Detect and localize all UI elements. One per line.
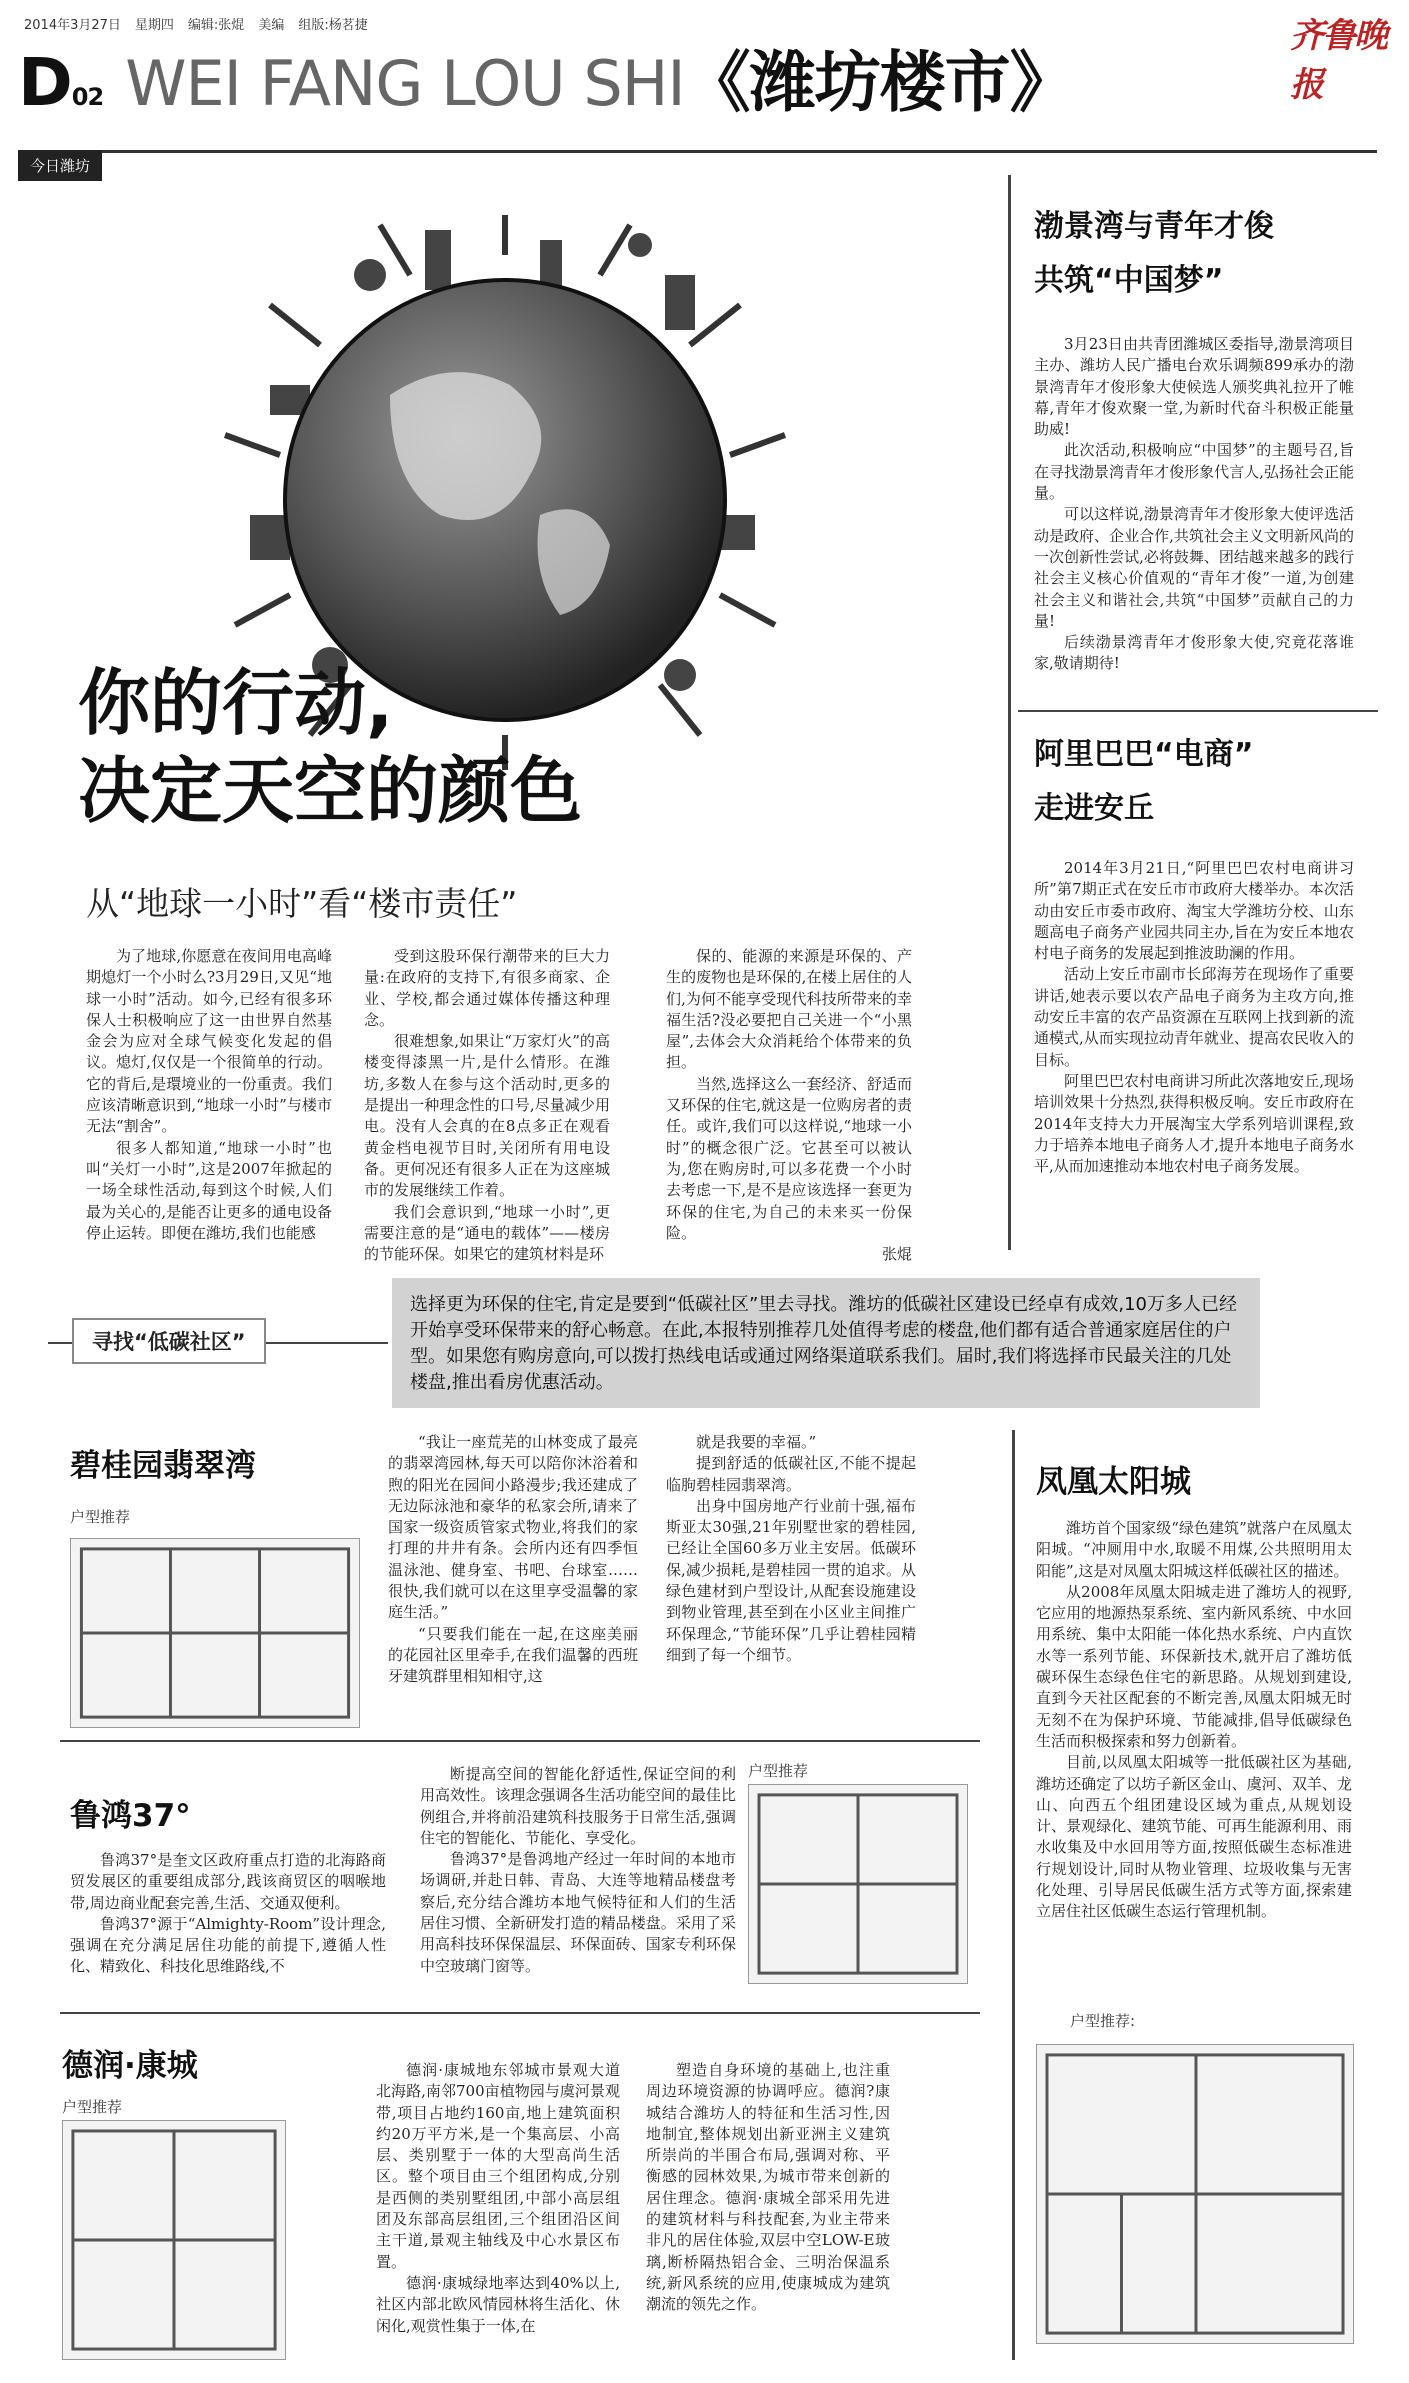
newspaper-logo: 齐鲁晚报 <box>1290 16 1386 105</box>
masthead <box>18 44 1075 121</box>
issue-date: 2014年3月27日 <box>24 18 121 33</box>
fh-floor-plan <box>1036 2044 1354 2344</box>
paragraph: “只要我们能在一起,在这座美丽的花园社区里牵手,在我们温馨的西班牙建筑群里相知相守,这 <box>388 1624 638 1686</box>
bgy-title: 碧桂园翡翠湾 <box>70 1448 256 1484</box>
bgy-col1 <box>388 1432 638 1688</box>
paragraph: 3月23日由共青团潍城区委指导,渤景湾项目主办、潍坊人民广播电台欢乐调频899承办的渤景湾青年才俊形象大使候选人颁奖典礼拉开了帷幕,青年才俊欢聚一堂,为新时代奋斗积极正能量助威! <box>1034 335 1354 439</box>
masthead-pinyin: WEI FANG LOU SHI <box>125 47 685 120</box>
paragraph: 此次活动,积极响应“中国梦”的主题号召,旨在寻找渤景湾青年才俊形象代言人,弘扬社会正能量。 <box>1034 441 1354 503</box>
art-credit: 美编 <box>258 18 285 33</box>
dr-title: 德润·康城 <box>62 2048 198 2084</box>
fh-title: 凤凰太阳城 <box>1036 1464 1191 1500</box>
masthead-rule <box>18 150 1377 153</box>
main-subtitle: 从“地球一小时”看“楼市责任” <box>86 884 518 923</box>
proof-credit: 组版:杨茗捷 <box>298 18 368 33</box>
paragraph: 就是我要的幸福。” <box>696 1433 817 1451</box>
section-divider <box>60 1740 980 1742</box>
fh-plan-label: 户型推荐: <box>1070 2012 1136 2030</box>
editor-credit: 编辑:张焜 <box>187 18 245 33</box>
lh-floor-plan <box>748 1784 968 1984</box>
dr-plan-label: 户型推荐 <box>62 2098 123 2116</box>
page-letter: D <box>18 44 72 121</box>
paragraph: 后续渤景湾青年才俊形象大使,究竟花落谁家,敬请期待! <box>1034 633 1354 673</box>
paragraph: 为了地球,你愿意在夜间用电高峰期熄灯一个小时么?3月29日,又见“地球一小时”活动。如今,已经有很多环保人士积极响应了这一由世界自然基金会为应对全球气候变化发起的倡议。熄灯,仅仅是一个很简单的行动。它的背后,是環境业的一份重责。我们应该清晰意识到,“地球一小时”与楼市无法“割舍”。 <box>86 947 332 1136</box>
paragraph: 当然,选择这么一套经济、舒适而又环保的住宅,就这是一位购房者的责任。或许,我们可以这样说,“地球一小时”的概念很广泛。它甚至可以被认为,您在购房时,可以多花费一个小时去考虑一下,是不是应该选择一套更为环保的住宅,为自己的未来买一份保险。 <box>666 1074 912 1242</box>
lh-plan-label: 户型推荐 <box>748 1762 809 1780</box>
main-article-col2 <box>364 946 610 1265</box>
side-article-bojingwan <box>1034 200 1354 675</box>
weekday: 星期四 <box>134 18 174 33</box>
paragraph: 阿里巴巴农村电商讲习所此次落地安丘,现场培训效果十分热烈,获得积极反响。安丘市政府在2014年支持大力开展淘宝大学系列培训课程,致力于培养本地电子商务人才,提升本地电子商务水平,从而加速推动本地农村电子商务发展。 <box>1034 1071 1354 1176</box>
dr-col2 <box>646 2060 890 2316</box>
headline-line-2: 决定天空的颜色 <box>78 748 583 833</box>
paragraph: “我让一座荒芜的山林变成了最亮的翡翠湾园林,每天可以陪你沐浴着和煦的阳光在园间小路漫步;我还建成了无边际泳池和豪华的私家会所,请来了国家一级资质管家式物业,将我们的家打理的井井有条。会所内还有四季恒温泳池、健身室、书吧、台球室……很快,我们就可以在这里享受温馨的家庭生活。” <box>388 1433 638 1622</box>
paragraph: 断提高空间的智能化舒适性,保证空间的利用高效性。该理念强调各生活功能空间的最佳比例组合,并将前沿建筑科技服务于日常生活,强调住宅的智能化、节能化、享受化。 <box>420 1765 736 1847</box>
paragraph: 鲁鸿37°是奎文区政府重点打造的北海路商贸发展区的重要组成部分,践该商贸区的咽喉地带,周边商业配套完善,生活、交通双便利。 <box>70 1851 386 1912</box>
lh-title: 鲁鸿37° <box>70 1798 191 1834</box>
lh-col2 <box>420 1764 736 1977</box>
paragraph: 德润·康城地东邻城市景观大道北海路,南邻700亩植物园与虞河景观带,项目占地约160亩,地上建筑面积约20万平方米,是一个集高层、小高层、类别墅于一体的大型高尚生活区。整个项目由三个组团构成,分别是西侧的类别墅组团,中部小高层组团及东部高层组团,三个组团沿区间主干道,景观主轴线及中心水景区布置。 <box>376 2061 620 2271</box>
lowcarbon-tag: 寻找“低碳社区” <box>72 1318 266 1364</box>
masthead-title: 《潍坊楼市》 <box>684 44 1075 121</box>
side-title-line-2: 共筑“中国梦” <box>1034 263 1224 298</box>
side-title-line-1: 渤景湾与青年才俊 <box>1034 209 1274 244</box>
paragraph: 受到这股环保行潮带来的巨大力量:在政府的支持下,有很多商家、企业、学校,都会通过媒体传播这种理念。 <box>364 947 610 1029</box>
side-title-line-1: 阿里巴巴“电商” <box>1034 737 1254 772</box>
paragraph: 可以这样说,渤景湾青年才俊形象大使评选活动是政府、企业合作,共筑社会主义文明新风尚的一次创新性尝试,必将鼓舞、团结越来越多的践行社会主义核心价值观的“青年才俊”一道,为创建社会主义和谐社会,共筑“中国梦”贡献自己的力量! <box>1034 505 1354 630</box>
bgy-plan-label: 户型推荐 <box>70 1508 131 1526</box>
paragraph: 活动上安丘市副市长邱海芳在现场作了重要讲话,她表示要以农产品电子商务为主攻方向,推动安丘丰富的农产品资源在互联网上找到新的流通模式,从而实现拉动青年就业、提高农民收入的目标。 <box>1034 965 1354 1069</box>
dr-floor-plan <box>62 2120 286 2360</box>
paragraph: 出身中国房地产行业前十强,福布斯亚太30强,21年别墅世家的碧桂园,已经让全国60多万业主安居。低碳环保,减少损耗,是碧桂园一贯的追求。从绿色建材到户型设计,从配套设施建设到物业管理,甚至到在小区业主间推广环保理念,“节能环保”几乎让碧桂园精细到了每一个细节。 <box>666 1496 916 1664</box>
main-article-col3 <box>666 946 912 1265</box>
paragraph: 从2008年凤凰太阳城走进了潍坊人的视野,它应用的地源热泵系统、室内新风系统、中水回用系统、集中太阳能一体化热水系统、户内直饮水等一系列节能、环保新技术,就开启了潍坊低碳环保生态绿色住宅的新思路。从规划到建设,直到今天社区配套的不断完善,凤凰太阳城无时无刻不在为保护环境、节能减排,倡导低碳绿色生活而积极探索和努力创新着。 <box>1036 1582 1352 1750</box>
page-number: 02 <box>71 83 104 111</box>
paragraph: 提到舒适的低碳社区,不能不提起临朐碧桂园翡翠湾。 <box>666 1454 916 1494</box>
paragraph: 潍坊首个国家级“绿色建筑”就落户在凤凰太阳城。“冲厕用中水,取暖不用煤,公共照明用太阳能”,这是对凤凰太阳城这样低碳社区的描述。 <box>1036 1519 1352 1580</box>
paragraph: 保的、能源的来源是环保的、产生的废物也是环保的,在楼上居住的人们,为何不能享受现代科技所带来的幸福生活?没必要把自己关进一个“小黑屋”,去体会大众消耗给个体带来的负担。 <box>666 947 912 1072</box>
main-article-col1 <box>86 946 332 1244</box>
side-title-line-2: 走进安丘 <box>1034 791 1154 826</box>
column-divider <box>1012 1430 1015 2360</box>
lh-col1 <box>70 1850 386 1978</box>
paragraph: 鲁鸿37°源于“Almighty-Room”设计理念,强调在充分满足居住功能的前提下,遵循人性化、精致化、科技化思维路线,不 <box>70 1914 386 1976</box>
section-divider <box>60 2012 980 2014</box>
side-divider <box>1018 710 1378 712</box>
side-article-alibaba <box>1034 728 1354 1177</box>
lowcarbon-intro: 选择更为环保的住宅,肯定是要到“低碳社区”里去寻找。潍坊的低碳社区建设已经卓有成效,10万多人已经开始享受环保带来的舒心畅意。在此,本报特别推荐几处值得考虑的楼盘,他们都有适合普通家庭居住的户型。如果您有购房意向,可以拨打热线电话或通过网络渠道联系我们。届时,我们将选择市民最关注的几处楼盘,推出看房优惠活动。 <box>392 1278 1260 1408</box>
main-headline <box>78 660 582 836</box>
bgy-col2 <box>666 1432 916 1666</box>
paragraph: 很多人都知道,“地球一小时”也叫“关灯一小时”,这是2007年掀起的一场全球性活动,每到这个时候,人们最为关心的,是能否让更多的通电设备停止运转。即便在潍坊,我们也能感 <box>86 1138 332 1242</box>
fh-article <box>1036 1518 1352 1923</box>
paragraph: 2014年3月21日,“阿里巴巴农村电商讲习所”第7期正式在安丘市市政府大楼举办。本次活动由安丘市委市政府、淘宝大学潍坊分校、山东题高电子商务产业园共同主办,旨在为安丘本地农村电子商务的发展起到推波助澜的作用。 <box>1034 859 1354 963</box>
article-signature: 张焜 <box>881 1245 912 1264</box>
paragraph: 鲁鸿37°是鲁鸿地产经过一年时间的本地市场调研,并赴日韩、青岛、大连等地精品楼盘考察后,充分结合潍坊本地气候特征和人们的生活居住习惯、全新研发打造的精品楼盘。采用了采用高科技环保保温层、环保面砖、国家专利环保中空玻璃门窗等。 <box>420 1850 736 1975</box>
paragraph: 很难想象,如果让“万家灯火”的高楼变得漆黑一片,是什么情形。在潍坊,多数人在参与这个活动时,更多的是提出一种理念性的口号,尽量减少用电。没有人会真的在8点多正在观看黄金档电视节目时,关闭所有用电设备。更何况还有很多人正在为这座城市的发展继续工作着。 <box>364 1032 610 1200</box>
section-label: 今日潍坊 <box>18 150 102 181</box>
paragraph: 目前,以凤凰太阳城等一批低碳社区为基础,潍坊还确定了以坊子新区金山、虞河、双羊、龙山、向西五个组团建设区域为重点,从规划设计、景观绿化、建筑节能、可再生能源利用、雨水收集及中水回用等方面,按照低碳生态标准进行规划设计,同时从物业管理、垃圾收集与无害化处理、引导居民低碳生活方式等方面,探索建立居住社区低碳生态运行管理机制。 <box>1036 1753 1352 1921</box>
paragraph: 我们会意识到,“地球一小时”,更需要注意的是“通电的载体”——楼房的节能环保。如果它的建筑材料是环 <box>364 1202 610 1264</box>
column-divider <box>1008 175 1011 1250</box>
header-meta <box>24 14 368 33</box>
dr-col1 <box>376 2060 620 2337</box>
paragraph: 塑造自身环境的基础上,也注重周边环境资源的协调呼应。德润?康城结合潍坊人的特征和生活习性,因地制宜,整体规划出新亚洲主义建筑所崇尚的半围合布局,强调对称、平衡感的园林效果,为城市带来创新的居住理念。德润·康城全部采用先进的建筑材料与科技配套,为业主带来非凡的居住体验,双层中空LOW-E玻璃,断桥隔热铝合金、三明治保温系统,新风系统的应用,使康城成为建筑潮流的领先之作。 <box>646 2061 890 2314</box>
paragraph: 德润·康城绿地率达到40%以上,社区内部北欧风情园林将生活化、休闲化,观赏性集于一体,在 <box>376 2273 620 2335</box>
headline-line-1: 你的行动, <box>78 661 394 745</box>
bgy-floor-plan <box>70 1538 360 1728</box>
